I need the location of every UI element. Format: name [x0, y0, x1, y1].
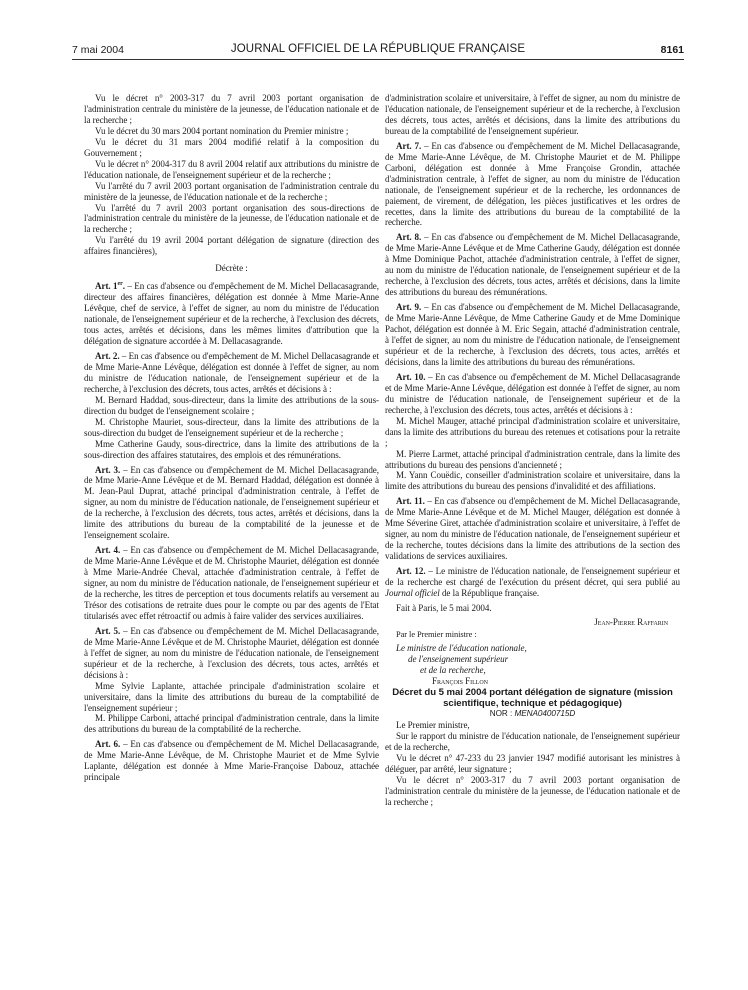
paragraph: Le Premier ministre,	[396, 720, 470, 731]
paragraph: M. Pierre Larmet, attaché principal d'administration centrale, dans la limite des attributions du bureau des pensions d'ancienneté ;	[385, 448, 680, 470]
left-column	[84, 93, 379, 783]
article-text: – En cas d'absence ou d'empêchement de M. Michel Dellacasagrande, de Mme Marie-Anne Lévêque, de M. Christophe Mauriet et de M. Philippe Carboni, délégation est donnée à Mme Françoise Grondin, attachée d'administration centrale, à l'effet de signer, au nom du ministre de l'éducation nationale, de l'enseignement supérieur et de la recherche, les ordonnances de paiement, de virement, de délégation, les pièces justificatives et les ordres de recettes, dans la limite des attributions du bureau de la comptabilité de la recherche.	[385, 140, 680, 228]
article-text: – En cas d'absence ou d'empêchement de M. Michel Dellacasagrande, de Mme Marie-Anne Lévêque et de M. Christophe Mauriet, délégation est donnée à Mme Marie-Andrée Cheval, attachée d'administration centrale, à l'effet de signer, au nom du ministre de l'éducation nationale, de l'enseignement supérieur et de la recherche, les titres de perception et tous documents relatifs au versement au Trésor des cotisations de retraite dues pour le compte ou par des agents de l'Etat titularisés avec effet rétroactif ou admis à faire valider des services auxiliaires.	[84, 545, 379, 621]
article-text: – En cas d'absence ou d'empêchement de M. Michel Dellacasagrande, de Mme Marie-Anne Lévêque et de M. Bernard Haddad, délégation est donnée à M. Jean-Paul Duprat, attaché principal d'administration centrale, à l'effet de signer, au nom du ministre de l'éducation nationale, de l'enseignement supérieur et de la recherche, à l'exclusion des décrets, tous actes, arrêtés et décisions, dans la limite des attributions du bureau de la comptabilité de la jeunesse et de l'enseignement scolaire.	[84, 464, 379, 541]
article-11	[385, 496, 680, 562]
article-5	[84, 626, 379, 681]
decrete-heading: Décrète :	[215, 263, 248, 274]
signatory-minister: François Fillon	[432, 675, 488, 686]
nor-label: NOR :	[489, 709, 515, 719]
article-7	[385, 141, 680, 229]
article-text: – En cas d'absence ou d'empêchement de M. Michel Dellacasagrande, directeur des affaires financières, délégation est donnée à Mme Marie-Anne Lévêque, chef de service, à l'effet de signer, au nom du ministre de l'éducation nationale, de l'enseignement supérieur et de la recherche, à l'exclusion des décrets, tous actes, arrêtés et décisions, dans les mêmes limites d'attribution que la délégation de signature accordée à M. Dellacasagrande.	[84, 281, 379, 347]
right-column	[385, 93, 680, 808]
minister-title	[385, 643, 680, 687]
paragraph: M. Christophe Mauriet, sous-directeur, dans la limite des attributions de la sous-direction du budget de l'enseignement supérieur et de la recherche ;	[84, 416, 379, 438]
paragraph: Vu le décret n° 47-233 du 23 janvier 1947 modifié autorisant les ministres à déléguer, par arrêté, leur signature ;	[385, 753, 680, 775]
paragraph: Vu le décret du 31 mars 2004 modifié relatif à la composition du Gouvernement ;	[84, 136, 379, 158]
article-1	[84, 279, 379, 347]
article-label: Art. 11.	[396, 496, 425, 507]
article-label: Art. 10.	[396, 371, 426, 382]
article-label: Art. 1	[95, 281, 118, 292]
nor-value: MENA0400715D	[514, 709, 576, 719]
paragraph: M. Philippe Carboni, attaché principal d'administration centrale, dans la limite des attributions du bureau de la comptabilité de la recherche.	[84, 713, 379, 735]
paragraph: Vu l'arrêté du 19 avril 2004 portant délégation de signature (direction des affaires financières),	[84, 235, 379, 257]
nor-reference	[385, 709, 680, 720]
article-10	[385, 372, 680, 416]
article-text: – En cas d'absence ou d'empêchement de M. Michel Dellacasagrande, de Mme Marie-Anne Lévêque et de Mme Catherine Gaudy, délégation est donnée à Mme Dominique Pachot, attachée d'administration centrale, à l'effet de signer, au nom du ministre de l'éducation nationale, de l'enseignement supérieur et de la recherche, à l'exclusion des décrets, tous actes, arrêtés et décisions, dans la limite des attributions du bureau des rémunérations.	[385, 232, 680, 298]
paragraph: M. Yann Couëdic, conseiller d'administration scolaire et universitaire, dans la limite des attributions du bureau des pensions d'invalidité et des affiliations.	[385, 470, 680, 492]
article-9	[385, 302, 680, 368]
article-8	[385, 232, 680, 298]
signature-place-date: Fait à Paris, le 5 mai 2004.	[396, 602, 492, 613]
paragraph: Sur le rapport du ministre de l'éducation nationale, de l'enseignement supérieur et de la recherche,	[385, 731, 680, 753]
paragraph: Vu l'arrêté du 7 avril 2003 portant organisation des sous-directions de l'administration centrale du ministère de la jeunesse, de l'éducation nationale et de la recherche ;	[84, 202, 379, 235]
article-label: Art. 4.	[95, 545, 121, 556]
journal-ref: Journal officiel	[385, 587, 440, 598]
article-label: Art. 8.	[396, 232, 422, 243]
page-header	[72, 44, 684, 60]
paragraph: Vu le décret n° 2003-317 du 7 avril 2003 portant organisation de l'administration centrale du ministère de la jeunesse, de l'éducation nationale et de la recherche ;	[385, 775, 680, 808]
article-2	[84, 351, 379, 395]
decree-title: Décret du 5 mai 2004 portant délégation de signature (mission scientifique, technique et pédagogique)	[392, 686, 673, 710]
article-text-end: de la République française.	[441, 587, 540, 598]
article-label: Art. 12.	[396, 566, 426, 577]
article-text: – En cas d'absence ou d'empêchement de M. Michel Dellacasagrande, de Mme Marie-Anne Lévêque, de Mme Catherine Gaudy et de Mme Dominique Pachot, délégation est donnée à M. Eric Segain, attaché d'administration centrale, à l'effet de signer, au nom du ministre de l'éducation nationale, de l'enseignement supérieur et de la recherche, à l'exclusion des décrets, tous actes, arrêtés et décisions, dans la limite des attributions du bureau des rémunérations.	[385, 302, 680, 367]
article-label: Art. 2.	[95, 350, 120, 361]
article-text: – En cas d'absence ou d'empêchement de M. Michel Dellacasagrande, de Mme Marie-Anne Lévêque et de M. Michel Mauger, délégation est donnée à Mme Séverine Giret, attachée d'administration scolaire et universitaire, à l'effet de signer, au nom du ministre de l'éducation nationale, de l'enseignement supérieur et de la recherche, toutes décisions dans la limite des attributions de la section des validations de services auxiliaires.	[385, 496, 680, 562]
countersign-label: Par le Premier ministre :	[396, 629, 477, 639]
article-sup: er	[117, 281, 123, 288]
article-label: Art. 5.	[95, 625, 121, 636]
article-label: Art. 9.	[396, 302, 422, 313]
paragraph: Mme Sylvie Laplante, attachée principale d'administration scolaire et universitaire, dans la limite des attributions du bureau de la comptabilité de l'enseignement supérieur ;	[84, 680, 379, 713]
header-date: 7 mai 2004	[72, 44, 124, 56]
paragraph: Vu le décret n° 2004-317 du 8 avril 2004 relatif aux attributions du ministre de l'éducation nationale, de l'enseignement supérieur et de la recherche ;	[84, 158, 379, 180]
paragraph: Vu le décret du 30 mars 2004 portant nomination du Premier ministre ;	[95, 125, 349, 136]
article-text: – En cas d'absence ou d'empêchement de M. Michel Dellacasagrande, de Mme Marie-Anne Lévêque et de M. Christophe Mauriet, délégation est donnée à l'effet de signer, au nom du ministre de l'éducation nationale, de l'enseignement supérieur et de la recherche, à l'exclusion des décrets, tous actes, arrêtés et décisions à :	[84, 625, 379, 680]
article-6	[84, 739, 379, 783]
paragraph: Mme Catherine Gaudy, sous-directrice, dans la limite des attributions de la sous-direction des affaires statutaires, des emplois et des rémunérations.	[84, 438, 379, 460]
minister-line: et de la recherche,	[420, 664, 486, 675]
article-text: – En cas d'absence ou d'empêchement de M. Michel Dellacasagrande et de Mme Marie-Anne Lévêque, délégation est donnée à l'effet de signer, au nom du ministre de l'éducation nationale, de l'enseignement supérieur et de la recherche, à l'exclusion des décrets, tous actes, arrêtés et décisions à :	[385, 371, 680, 415]
paragraph: M. Bernard Haddad, sous-directeur, dans la limite des attributions de la sous-direction du budget de l'enseignement scolaire ;	[84, 394, 379, 416]
paragraph: Vu l'arrêté du 7 avril 2003 portant organisation de l'administration centrale du ministère de la jeunesse, de l'éducation nationale et de la recherche ;	[84, 180, 379, 202]
article-label: Art. 3.	[95, 464, 121, 475]
signatory-pm: Jean-Pierre Raffarin	[594, 616, 668, 627]
article-text: – En cas d'absence ou d'empêchement de M. Michel Dellacasagrande, de Mme Marie-Anne Lévêque, de M. Christophe Mauriet et de Mme Sylvie Laplante, délégation est donnée à Mme Marie-Françoise Dabouz, attachée principale	[84, 739, 379, 783]
article-text: – Le ministre de l'éducation nationale, de l'enseignement supérieur et de la recherche est chargé de l'exécution du présent décret, qui sera publié au	[385, 566, 681, 588]
article-dot: .	[122, 281, 125, 292]
header-rule	[72, 59, 684, 60]
article-3	[84, 465, 379, 542]
paragraph: Vu le décret n° 2003-317 du 7 avril 2003 portant organisation de l'administration centrale du ministère de la jeunesse, de l'éducation nationale et de la recherche ;	[84, 93, 379, 125]
journal-title: JOURNAL OFFICIEL DE LA RÉPUBLIQUE FRANÇAISE	[230, 43, 526, 55]
minister-line: de l'enseignement supérieur	[408, 653, 509, 664]
page-number: 8161	[660, 44, 684, 56]
article-12	[385, 566, 680, 599]
article-4	[84, 545, 379, 622]
paragraph: M. Michel Mauger, attaché principal d'administration scolaire et universitaire, dans la limite des attributions du bureau des retenues et cotisations pour la retraite ;	[385, 415, 680, 448]
article-label: Art. 6.	[95, 739, 121, 750]
paragraph: d'administration scolaire et universitaire, à l'effet de signer, au nom du ministre de l'éducation nationale, de l'enseignement supérieur et de la recherche, à l'exclusion des décrets, tous actes, arrêtés et décisions, dans la limite des attributions du bureau de la comptabilité de l'enseignement supérieur.	[385, 93, 680, 136]
minister-line: Le ministre de l'éducation nationale,	[396, 642, 527, 653]
article-text: – En cas d'absence ou d'empêchement de M. Michel Dellacasagrande et de Mme Marie-Anne Lévêque, délégation est donnée à l'effet de signer, au nom du ministre de l'éducation nationale, de l'enseignement supérieur et de la recherche, à l'exclusion des décrets, tous actes, arrêtés et décisions à :	[84, 350, 379, 394]
article-label: Art. 7.	[396, 140, 422, 151]
